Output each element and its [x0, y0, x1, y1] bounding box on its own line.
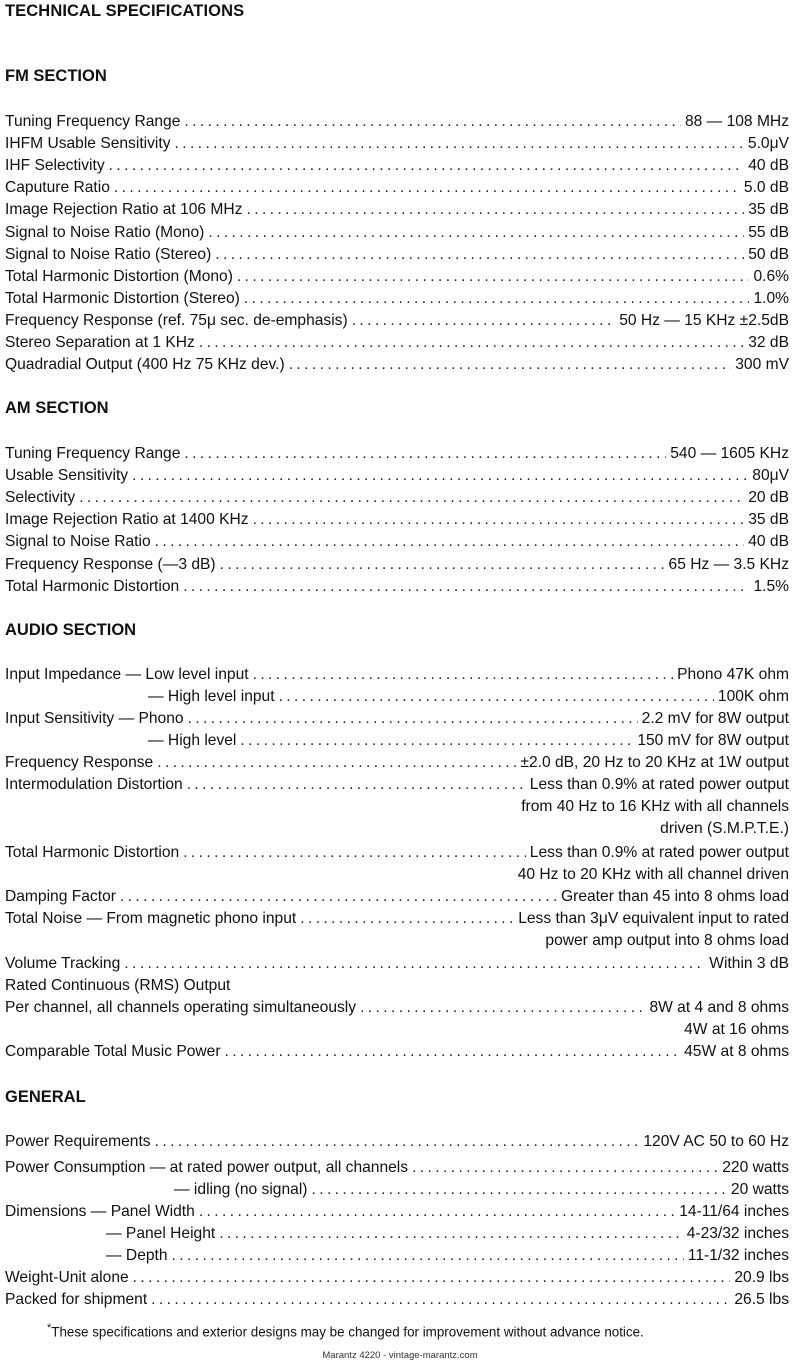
spec-label: Frequency Response (ref. 75μ sec. de-emphasis) — [5, 311, 348, 329]
spec-value: 50 dB — [748, 245, 789, 263]
spec-row-weight-unit: Weight-Unit alone ..... 20.9 lbs — [5, 1267, 789, 1289]
spec-label: Caputure Ratio — [5, 179, 110, 197]
spec-row-music-power: Comparable Total Music Power ..... 45W at 8 ohms — [5, 1041, 789, 1063]
am-spec-row — [5, 465, 789, 487]
spec-value: 40 dB — [748, 533, 789, 551]
spec-value: 65 Hz — 3.5 KHz — [668, 555, 789, 573]
spec-label: Tuning Frequency Range — [5, 113, 181, 130]
spec-value: 0.6% — [753, 267, 789, 285]
fm-spec-row — [5, 133, 789, 155]
spec-continuation: 40 Hz to 20 KHz with all channel driven — [517, 866, 789, 883]
spec-label: Quadradial Output (400 Hz 75 KHz dev.) — [5, 356, 285, 374]
disclaimer-text: These specifications and exterior designs may be changed for improvement without advance notice. — [51, 1324, 644, 1340]
spec-value: 55 dB — [748, 223, 789, 241]
spec-value: 32 dB — [748, 334, 789, 351]
spec-label: Signal to Noise Ratio (Stereo) — [5, 245, 212, 263]
fm-spec-row — [5, 266, 789, 288]
spec-row-weight-packed: Packed for shipment ..... 26.5 lbs — [5, 1289, 789, 1311]
fm-spec-row — [5, 199, 789, 221]
fm-spec-row — [5, 354, 789, 376]
spec-label: Signal to Noise Ratio (Mono) — [5, 223, 205, 241]
spec-label: Selectivity — [5, 489, 76, 507]
spec-row-damping-factor: Damping Factor ..... Greater than 45 into 8 ohms load — [5, 886, 789, 908]
spec-value: 20 dB — [748, 489, 789, 507]
spec-row-panel-height: — Panel Height ..... 4-23/32 inches — [106, 1223, 789, 1245]
spec-row-panel-width: Dimensions — Panel Width ..... 14-11/64 inches — [5, 1201, 789, 1223]
spec-continuation: driven (S.M.P.T.E.) — [660, 820, 789, 837]
am-spec-row — [5, 487, 789, 509]
disclaimer-note — [47, 1322, 644, 1339]
spec-label: IHFM Usable Sensitivity — [5, 135, 171, 153]
spec-row-audio-frequency-response: Frequency Response ..... ±2.0 dB, 20 Hz to 20 KHz at 1W output — [5, 752, 789, 774]
am-spec-row — [5, 531, 789, 553]
spec-value: 300 mV — [735, 356, 789, 374]
spec-label: Image Rejection Ratio at 106 MHz — [5, 201, 243, 219]
spec-value: 35 dB — [748, 511, 789, 529]
page-footer: Marantz 4220 - vintage-marantz.com — [322, 1350, 478, 1361]
spec-value: 5.0 dB — [743, 179, 789, 197]
am-section-heading: AM SECTION — [5, 399, 109, 417]
fm-spec-row — [5, 244, 789, 266]
spec-row-depth: — Depth ..... 11-1/32 inches — [106, 1245, 789, 1267]
spec-value: 540 — 1605 KHz — [670, 445, 789, 462]
spec-value: 40 dB — [748, 157, 789, 175]
spec-continuation: 4W at 16 ohms — [684, 1021, 789, 1038]
audio-section-heading: AUDIO SECTION — [5, 621, 137, 639]
footnote-marker: * — [47, 1322, 52, 1334]
spec-value: 1.5% — [753, 577, 789, 595]
fm-spec-row — [5, 288, 789, 310]
fm-spec-row — [5, 177, 789, 199]
spec-label: Total Harmonic Distortion — [5, 577, 180, 595]
spec-label: Signal to Noise Ratio — [5, 533, 151, 551]
spec-subheading-rated-output: Rated Continuous (RMS) Output — [5, 977, 231, 994]
spec-row-per-channel-output: Per channel, all channels operating simultaneously ..... 8W at 4 and 8 ohms — [5, 997, 789, 1019]
am-spec-row — [5, 443, 789, 465]
fm-spec-row — [5, 155, 789, 177]
general-section-heading: GENERAL — [5, 1088, 86, 1106]
spec-row-input-impedance-low: Input Impedance — Low level input ..... Phono 47K ohm — [5, 664, 789, 686]
spec-row-total-noise: Total Noise — From magnetic phono input ..... Less than 3μV equivalent input to rated — [5, 908, 789, 930]
fm-spec-row — [5, 310, 789, 332]
spec-value: 35 dB — [748, 201, 789, 219]
spec-label: Image Rejection Ratio at 1400 KHz — [5, 511, 249, 529]
spec-row-input-impedance-high: — High level input ..... 100K ohm — [148, 686, 789, 708]
spec-row-input-sensitivity-high: — High level ..... 150 mV for 8W output — [148, 730, 789, 752]
spec-row-power-consumption-idle: — idling (no signal) ..... 20 watts — [174, 1179, 789, 1201]
am-spec-row — [5, 509, 789, 531]
spec-label: Tuning Frequency Range — [5, 445, 181, 462]
spec-label: Total Harmonic Distortion (Stereo) — [5, 289, 240, 307]
spec-label: IHF Selectivity — [5, 157, 105, 175]
spec-label: Usable Sensitivity — [5, 467, 129, 485]
fm-section-heading: FM SECTION — [5, 67, 107, 85]
spec-value: 5.0μV — [747, 135, 789, 153]
fm-spec-row — [5, 111, 789, 133]
spec-continuation: power amp output into 8 ohms load — [545, 932, 789, 949]
spec-row-power-requirements: Power Requirements ..... 120V AC 50 to 60 Hz — [5, 1131, 789, 1153]
spec-value: 80μV — [752, 467, 789, 485]
spec-row-power-consumption-rated: Power Consumption — at rated power output, all channels ..... 220 watts — [5, 1157, 789, 1179]
spec-label: Total Harmonic Distortion (Mono) — [5, 267, 233, 285]
spec-value: 88 — 108 MHz — [684, 113, 789, 130]
spec-label: Stereo Separation at 1 KHz — [5, 334, 195, 351]
fm-spec-row — [5, 222, 789, 244]
page-title: TECHNICAL SPECIFICATIONS — [5, 2, 245, 20]
spec-row-volume-tracking: Volume Tracking ..... Within 3 dB — [5, 953, 789, 975]
spec-continuation: from 40 Hz to 16 KHz with all channels — [521, 798, 789, 815]
spec-value: 50 Hz — 15 KHz ±2.5dB — [619, 311, 789, 329]
spec-value: 1.0% — [753, 289, 789, 307]
am-spec-row — [5, 554, 789, 576]
spec-row-audio-total-harmonic-distortion: Total Harmonic Distortion ..... Less than 0.9% at rated power output — [5, 842, 789, 864]
fm-spec-row — [5, 332, 789, 354]
spec-row-intermodulation-distortion: Intermodulation Distortion ..... Less than 0.9% at rated power output — [5, 774, 789, 796]
spec-row-input-sensitivity-phono: Input Sensitivity — Phono ..... 2.2 mV for 8W output — [5, 708, 789, 730]
spec-label: Frequency Response (—3 dB) — [5, 555, 216, 573]
am-spec-row — [5, 576, 789, 598]
